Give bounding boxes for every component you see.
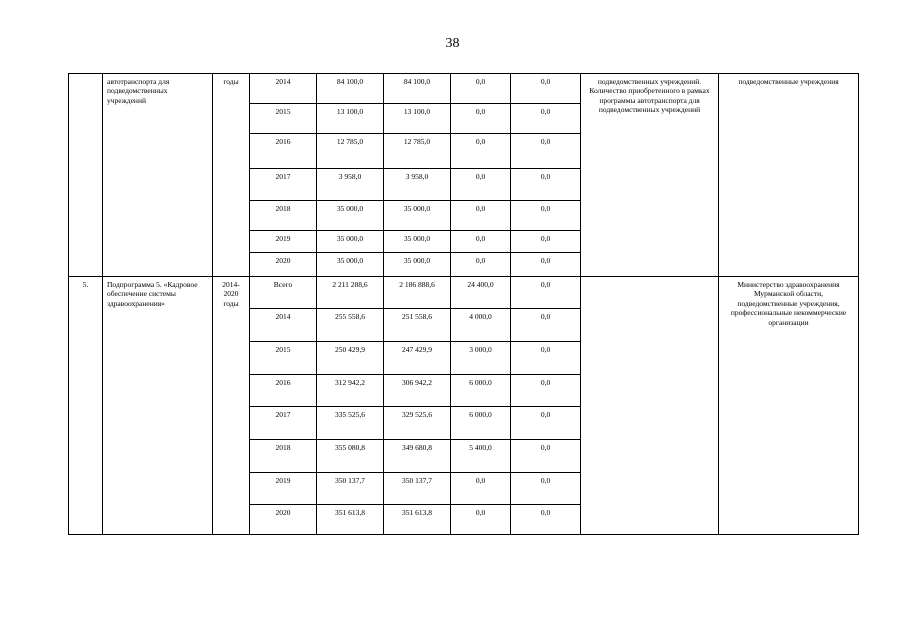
regional-budget-cell: 350 137,7 xyxy=(384,473,451,505)
year-cell: 2017 xyxy=(250,407,317,440)
federal-budget-cell: 0,0 xyxy=(451,505,511,535)
federal-budget-cell: 4 000,0 xyxy=(451,309,511,342)
other-sources-cell: 0,0 xyxy=(511,342,581,375)
year-cell: 2020 xyxy=(250,253,317,277)
subprogram-name-cell: Подпрограмма 5. «Кадровое обеспечение системы здравоохранения» xyxy=(103,277,213,535)
total-cell: 351 613,8 xyxy=(317,505,384,535)
regional-budget-cell: 35 000,0 xyxy=(384,201,451,231)
year-cell: Всего xyxy=(250,277,317,309)
other-sources-cell: 0,0 xyxy=(511,104,581,134)
total-cell: 355 080,8 xyxy=(317,440,384,473)
other-sources-cell: 0,0 xyxy=(511,309,581,342)
year-cell: 2015 xyxy=(250,104,317,134)
total-cell: 2 211 288,6 xyxy=(317,277,384,309)
regional-budget-cell: 2 186 888,6 xyxy=(384,277,451,309)
year-cell: 2015 xyxy=(250,342,317,375)
regional-budget-cell: 35 000,0 xyxy=(384,253,451,277)
regional-budget-cell: 13 100,0 xyxy=(384,104,451,134)
other-sources-cell: 0,0 xyxy=(511,253,581,277)
year-cell: 2016 xyxy=(250,134,317,169)
other-sources-cell: 0,0 xyxy=(511,169,581,201)
total-cell: 35 000,0 xyxy=(317,201,384,231)
other-sources-cell: 0,0 xyxy=(511,407,581,440)
year-cell: 2018 xyxy=(250,201,317,231)
regional-budget-cell: 306 942,2 xyxy=(384,375,451,407)
federal-budget-cell: 0,0 xyxy=(451,104,511,134)
executor-cell: подведомственные учреждения xyxy=(719,74,859,277)
total-cell: 12 785,0 xyxy=(317,134,384,169)
federal-budget-cell: 0,0 xyxy=(451,231,511,253)
page-number: 38 xyxy=(445,36,460,51)
row-number-cell: 5. xyxy=(69,277,103,535)
regional-budget-cell: 12 785,0 xyxy=(384,134,451,169)
regional-budget-cell: 351 613,8 xyxy=(384,505,451,535)
other-sources-cell: 0,0 xyxy=(511,473,581,505)
period-cell: 2014-2020 годы xyxy=(213,277,250,535)
measure-name-cell: автотранспорта для подведомственных учреждений xyxy=(103,74,213,277)
total-cell: 335 525,6 xyxy=(317,407,384,440)
federal-budget-cell: 0,0 xyxy=(451,253,511,277)
regional-budget-cell: 84 100,0 xyxy=(384,74,451,104)
total-cell: 250 429,9 xyxy=(317,342,384,375)
table-row xyxy=(69,277,859,309)
total-cell: 312 942,2 xyxy=(317,375,384,407)
federal-budget-cell: 0,0 xyxy=(451,169,511,201)
year-cell: 2017 xyxy=(250,169,317,201)
year-cell: 2020 xyxy=(250,505,317,535)
other-sources-cell: 0,0 xyxy=(511,277,581,309)
regional-budget-cell: 247 429,9 xyxy=(384,342,451,375)
year-cell: 2019 xyxy=(250,231,317,253)
regional-budget-cell: 349 680,8 xyxy=(384,440,451,473)
federal-budget-cell: 3 000,0 xyxy=(451,342,511,375)
program-table xyxy=(68,73,859,535)
federal-budget-cell: 0,0 xyxy=(451,74,511,104)
total-cell: 35 000,0 xyxy=(317,253,384,277)
federal-budget-cell: 0,0 xyxy=(451,473,511,505)
federal-budget-cell: 6 000,0 xyxy=(451,375,511,407)
indicator-cell xyxy=(581,277,719,535)
regional-budget-cell: 329 525,6 xyxy=(384,407,451,440)
total-cell: 3 958,0 xyxy=(317,169,384,201)
total-cell: 255 558,6 xyxy=(317,309,384,342)
total-cell: 35 000,0 xyxy=(317,231,384,253)
federal-budget-cell: 24 400,0 xyxy=(451,277,511,309)
year-cell: 2018 xyxy=(250,440,317,473)
federal-budget-cell: 5 400,0 xyxy=(451,440,511,473)
indicator-cell: подведомственных учреждений. Количество приобретенного в рамках программы автотранспорта для подведомственных учреждений xyxy=(581,74,719,277)
year-cell: 2016 xyxy=(250,375,317,407)
year-cell: 2014 xyxy=(250,309,317,342)
regional-budget-cell: 35 000,0 xyxy=(384,231,451,253)
other-sources-cell: 0,0 xyxy=(511,74,581,104)
table-row xyxy=(69,74,859,104)
other-sources-cell: 0,0 xyxy=(511,375,581,407)
total-cell: 84 100,0 xyxy=(317,74,384,104)
other-sources-cell: 0,0 xyxy=(511,231,581,253)
federal-budget-cell: 6 000,0 xyxy=(451,407,511,440)
total-cell: 13 100,0 xyxy=(317,104,384,134)
other-sources-cell: 0,0 xyxy=(511,505,581,535)
regional-budget-cell: 3 958,0 xyxy=(384,169,451,201)
year-cell: 2014 xyxy=(250,74,317,104)
year-cell: 2019 xyxy=(250,473,317,505)
federal-budget-cell: 0,0 xyxy=(451,134,511,169)
row-number-cell xyxy=(69,74,103,277)
total-cell: 350 137,7 xyxy=(317,473,384,505)
period-cell: годы xyxy=(213,74,250,277)
regional-budget-cell: 251 558,6 xyxy=(384,309,451,342)
other-sources-cell: 0,0 xyxy=(511,134,581,169)
other-sources-cell: 0,0 xyxy=(511,440,581,473)
other-sources-cell: 0,0 xyxy=(511,201,581,231)
federal-budget-cell: 0,0 xyxy=(451,201,511,231)
executor-cell: Министерство здравоохранения Мурманской области, подведомственные учреждения, профессиональные некоммерческие организации xyxy=(719,277,859,535)
